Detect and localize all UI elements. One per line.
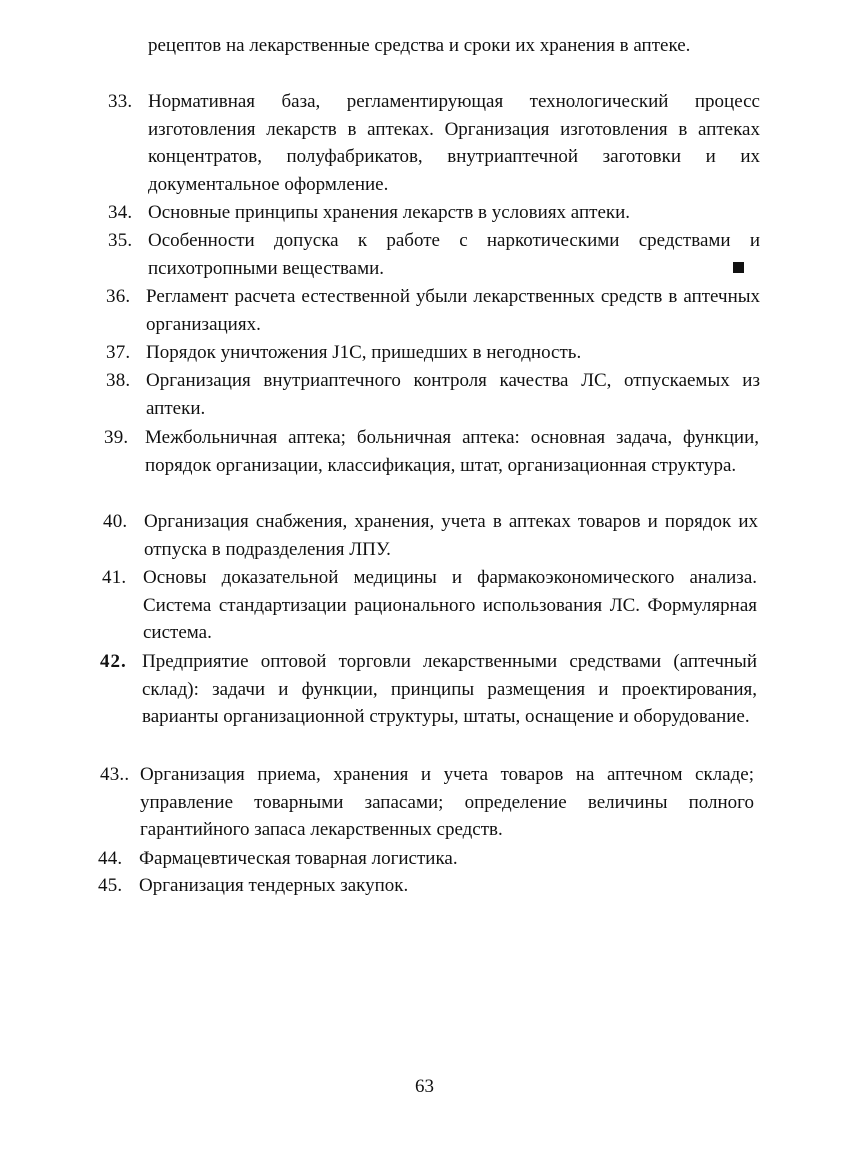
list-item-number: 41. — [102, 567, 127, 588]
list-item-text: Особенности допуска к работе с наркотическими средствами и психотропными веществами. — [148, 230, 760, 279]
list-item-text: Регламент расчета естественной убыли лекарственных средств в аптечных организациях. — [146, 286, 760, 335]
list-item-number: 45. — [98, 875, 123, 896]
list-item-number: 34. — [108, 202, 133, 223]
list-item-number: 40. — [103, 511, 128, 532]
list-item-text: Организация приема, хранения и учета товаров на аптечном складе; управление товарными запасами; определение величины полного гарантийного запаса лекарственных средств. — [140, 764, 754, 840]
list-item-number: 44. — [98, 848, 123, 869]
list-item-text: Нормативная база, регламентирующая технологический процесс изготовления лекарств в аптеках. Организация изготовления в аптеках концентратов, полуфабрикатов, внутриаптечной заготовки и их документальное оформление. — [148, 91, 760, 195]
list-item-text: Основы доказательной медицины и фармакоэкономического анализа. Система стандартизации рационального использования ЛС. Формулярная система. — [143, 567, 757, 643]
list-item-number: 43.. — [100, 764, 130, 785]
list-item-text: Организация внутриаптечного контроля качества ЛС, отпускаемых из аптеки. — [146, 370, 760, 419]
list-item-text: Организация тендерных закупок. — [139, 875, 409, 896]
page-number: 63 — [415, 1076, 434, 1097]
list-item-text: Фармацевтическая товарная логистика. — [139, 848, 458, 869]
list-item-number: 42. — [100, 651, 127, 672]
list-item-text: Межбольничная аптека; больничная аптека: основная задача, функции, порядок организации, классификация, штат, организационная структура. — [145, 427, 759, 476]
list-item-text: Порядок уничтожения J1C, пришедших в негодность. — [146, 342, 582, 363]
list-item-number: 36. — [106, 286, 131, 307]
list-item-number: 35. — [108, 230, 133, 251]
list-item-number: 33. — [108, 91, 133, 112]
list-item-number: 37. — [106, 342, 131, 363]
list-item-text: Предприятие оптовой торговли лекарственными средствами (аптечный склад): задачи и функции, принципы размещения и проектирования, варианты организационной структуры, штаты, оснащение и оборудование. — [142, 651, 757, 727]
list-item-number: 38. — [106, 370, 131, 391]
list-item-text: рецептов на лекарственные средства и сроки их хранения в аптеке. — [148, 35, 691, 56]
list-item-number: 39. — [104, 427, 129, 448]
list-item-text: Основные принципы хранения лекарств в условиях аптеки. — [148, 202, 631, 223]
end-square-mark — [733, 262, 744, 273]
list-item-text: Организация снабжения, хранения, учета в аптеках товаров и порядок их отпуска в подразделения ЛПУ. — [144, 511, 758, 560]
